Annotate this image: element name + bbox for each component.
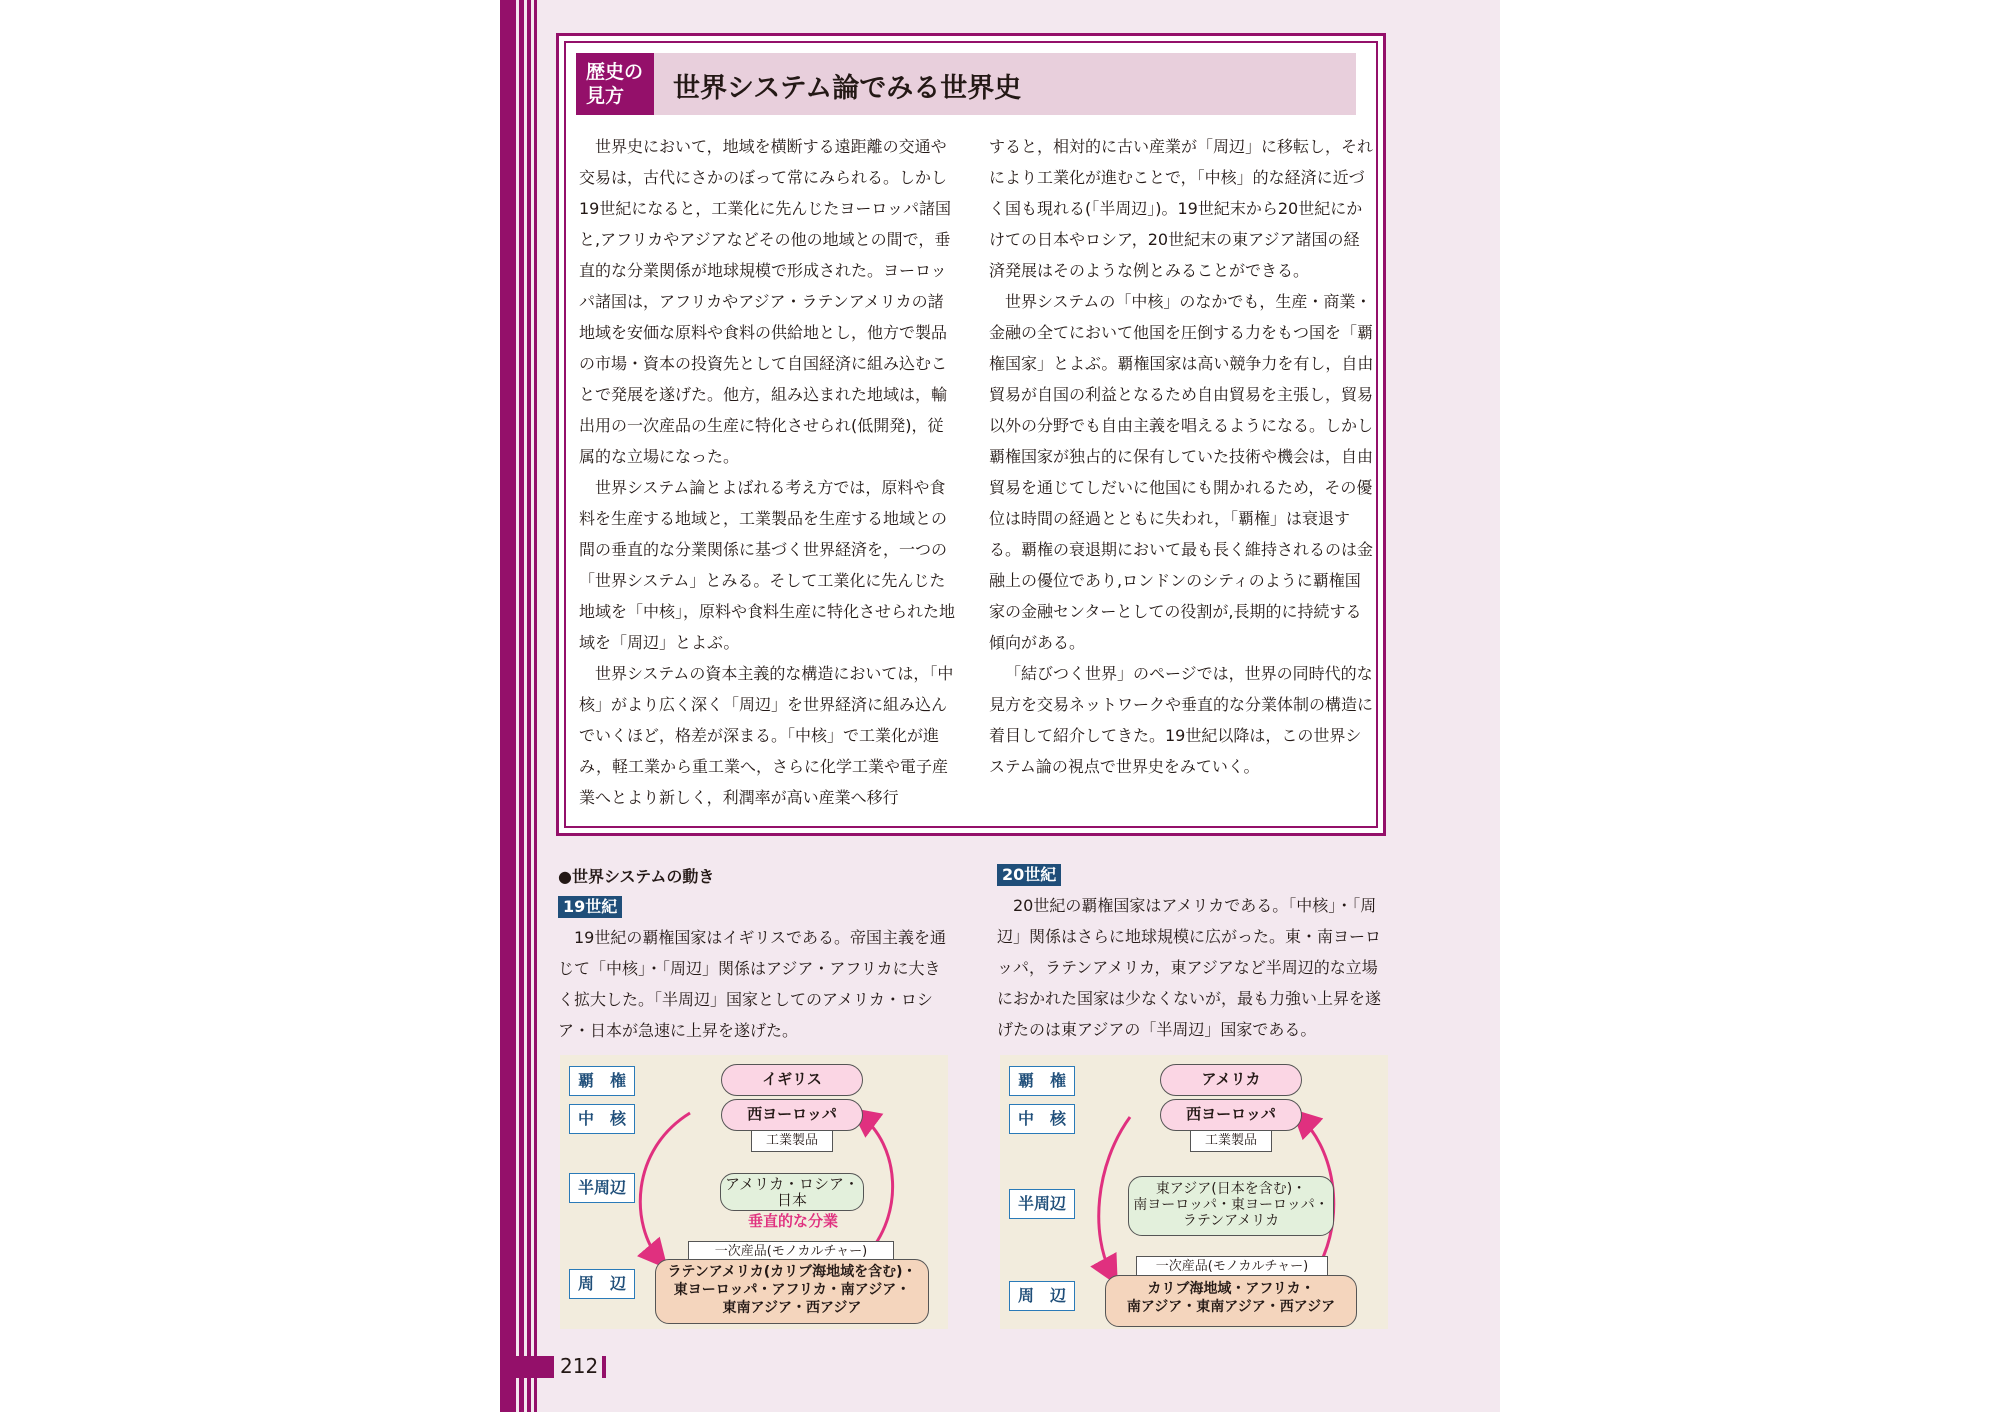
semi-periphery-box [1128,1176,1334,1236]
page-number: 212 [560,1354,599,1378]
margin-stripe [527,0,531,1412]
essay-paragraph: すると，相対的に古い産業が「周辺」に移転し，それにより工業化が進むことで，「中核」的な経済に近づく国も現れる(「半周辺」)。19世紀末から20世紀にかけての日本やロシア，20世紀末の東アジア諸国の経済発展はそのような例とみることができる。 [989,137,1374,280]
periphery-line: 東ヨーロッパ・アフリカ・南アジア・ [673,1282,911,1298]
core-box: 西ヨーロッパ [721,1099,863,1131]
paragraph-19: 19世紀の覇権国家はイギリスである。帝国主義を通じて「中核」・「周辺」関係はアジア・アフリカに大きく拡大した。「半周辺」国家としてのアメリカ・ロシア・日本が急速に上昇を遂げた。 [558,928,947,1040]
essay-paragraph: 世界システム論とよばれる考え方では，原料や食料を生産する地域と，工業製品を生産する地域との間の垂直的な分業関係に基づく世界経済を，一つの「世界システム」とみる。そして工業化に先んじた地域を「中核」，原料や食料生産に特化させられた地域を「周辺」とよぶ。 [579,478,956,652]
label-semi-periphery: 半周辺 [1009,1189,1075,1219]
core-goods-box: 工業製品 [751,1130,833,1152]
page-number-bar [500,1356,554,1378]
periphery-line: ラテンアメリカ(カリブ海地域を含む)・ [667,1264,917,1280]
diagram-19th-century [560,1055,948,1329]
margin-stripe [519,0,524,1412]
hegemon-box: イギリス [721,1064,863,1096]
periphery-line: 南アジア・東南アジア・西アジア [1126,1299,1336,1315]
periphery-box [655,1259,929,1324]
label-semi-periphery: 半周辺 [569,1173,635,1203]
periphery-line: カリブ海地域・アフリカ・ [1147,1281,1315,1297]
label-periphery: 周 辺 [569,1269,635,1299]
semi-line: 南ヨーロッパ・東ヨーロッパ・ [1133,1197,1329,1213]
essay-paragraph: 世界史において，地域を横断する遠距離の交通や交易は，古代にさかのぼって常にみられる。しかし19世紀になると，工業化に先んじたヨーロッパ諸国と,アフリカやアジアなどその他の地域との間で，垂直的な分業関係が地球規模で形成された。ヨーロッパ諸国は，アフリカやアジア・ラテンアメリカの諸地域を安価な原料や食料の供給地とし，他方で製品の市場・資本の投資先として自国経済に組み込むことで発展を遂げた。他方，組み込まれた地域は，輸出用の一次産品の生産に特化させられ(低開発)，従属的な立場になった。 [579,137,952,466]
essay-right-column [989,131,1374,782]
hegemon-box: アメリカ [1160,1064,1302,1096]
era-badge-19: 19世紀 [558,896,622,918]
text-20th-century [997,890,1389,1045]
essay-paragraph: 世界システムの資本主義的な構造においては，「中核」がより広く深く「周辺」を世界経済に組み込んでいくほど，格差が深まる。「中核」で工業化が進み，軽工業から重工業へ，さらに化学工業や電子産業へとより新しく，利潤率が高い産業へ移行 [579,664,954,807]
semi-line: 日本 [776,1191,807,1209]
periphery-line: 東南アジア・西アジア [722,1300,862,1316]
semi-line: アメリカ・ロシア・ [725,1175,859,1193]
paragraph-20: 20世紀の覇権国家はアメリカである。「中核」・「周辺」関係はさらに地球規模に広がった。東・南ヨーロッパ，ラテンアメリカ，東アジアなど半周辺的な立場におかれた国家は少なくないが，最も力強い上昇を遂げたのは東アジアの「半周辺」国家である。 [997,896,1382,1039]
label-hegemony: 覇 権 [569,1066,635,1096]
essay-paragraph: 世界システムの「中核」のなかでも，生産・商業・金融の全てにおいて他国を圧倒する力をもつ国を「覇権国家」とよぶ。覇権国家は高い競争力を有し，自由貿易が自国の利益となるため自由貿易を主張し，貿易以外の分野でも自由主義を唱えるようになる。しかし覇権国家が独占的に保有していた技術や機会は，自由貿易を通じてしだいに他国にも開かれるため，その優位は時間の経過とともに失われ，「覇権」は衰退する。覇権の衰退期において最も長く維持されるのは金融上の優位であり,ロンドンのシティのように覇権国家の金融センターとしての役割が,長期的に持続する傾向がある。 [989,292,1374,652]
essay-title-bar [576,53,1356,115]
page [500,0,1500,1412]
era-badge-20: 20世紀 [997,864,1061,886]
essay-title: 世界システム論でみる世界史 [673,73,1022,104]
section-tag-line1: 歴史の [586,61,644,83]
section-tag-line2: 見方 [586,85,625,107]
essay-box [556,33,1386,836]
essay-left-column [579,131,959,813]
margin-stripe [500,0,516,1412]
label-core: 中 核 [569,1104,635,1134]
core-goods-box: 工業製品 [1190,1130,1272,1152]
section-heading: ●世界システムの動き [558,867,715,886]
page-number-tick [602,1356,606,1378]
periphery-goods-box: 一次産品(モノカルチャー) [688,1241,894,1263]
label-hegemony: 覇 権 [1009,1066,1075,1096]
semi-line: ラテンアメリカ [1182,1213,1280,1229]
diagram-20th-century [1000,1055,1388,1329]
periphery-box [1105,1275,1357,1327]
semi-line: 東アジア(日本を含む)・ [1155,1181,1307,1197]
division-label: 垂直的な分業 [747,1212,838,1230]
section-tag [576,53,654,115]
label-core: 中 核 [1009,1104,1075,1134]
label-periphery: 周 辺 [1009,1281,1075,1311]
essay-paragraph: 「結びつく世界」のページでは，世界の同時代的な見方を交易ネットワークや垂直的な分業体制の構造に着目して紹介してきた。19世紀以降は，この世界システム論の視点で世界史をみていく。 [989,664,1374,776]
core-box: 西ヨーロッパ [1160,1099,1302,1131]
semi-periphery-box [720,1173,864,1211]
margin-stripe [534,0,537,1412]
text-19th-century [558,922,950,1046]
periphery-goods-box: 一次産品(モノカルチャー) [1136,1256,1328,1278]
